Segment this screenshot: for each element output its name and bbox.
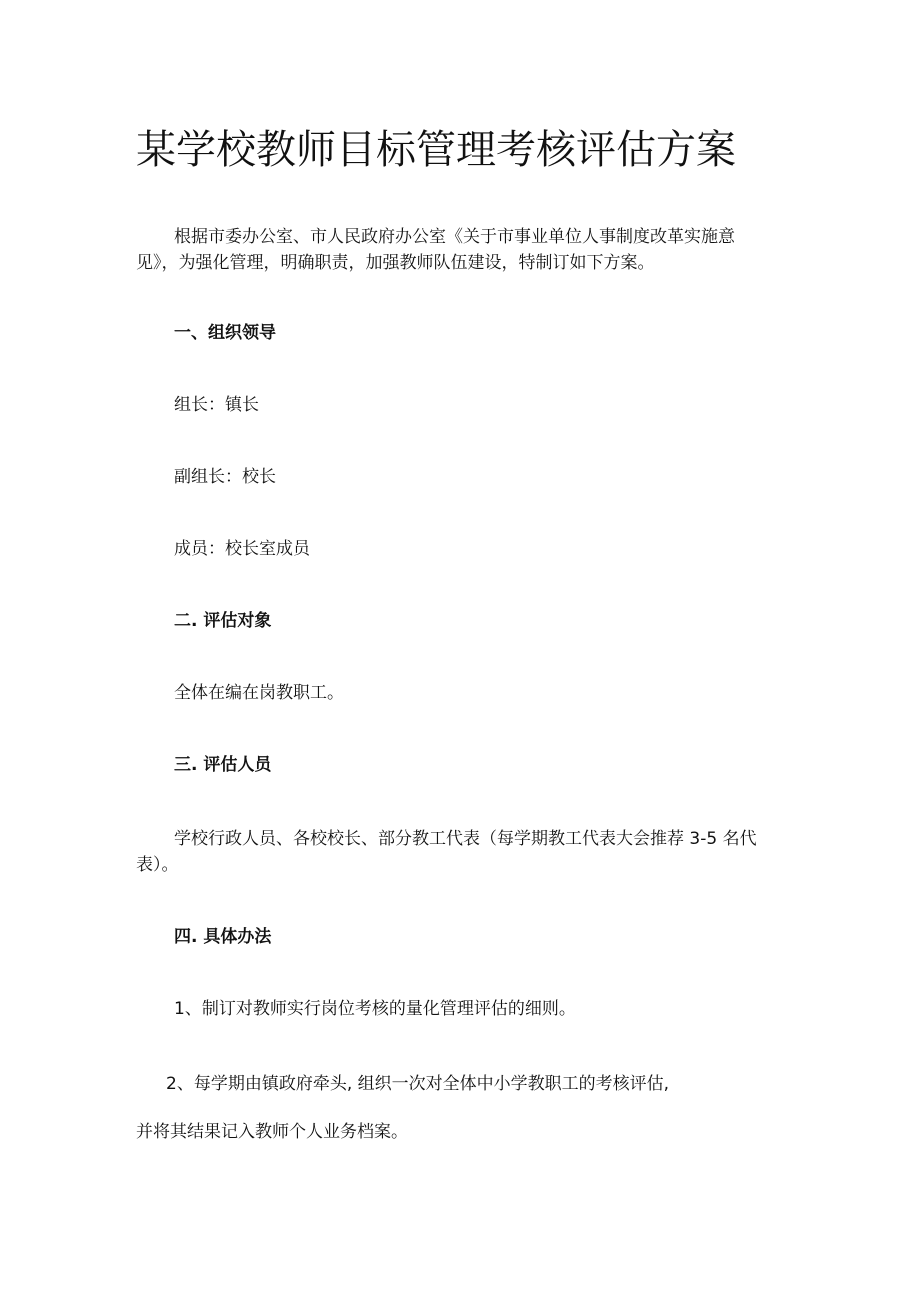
evaluation-target-text: 全体在编在岗教职工。	[174, 683, 344, 703]
section-4-heading: 四. 具体办法	[174, 927, 272, 947]
intro-paragraph: 根据市委办公室、市人民政府办公室《关于市事业单位人事制度改革实施意见》，为强化管理，明确职责，加强教师队伍建设，特制订如下方案。	[136, 227, 735, 273]
method-item-2-line-2: 并将其结果记入教师个人业务档案。	[136, 1122, 408, 1142]
members-line: 成员：校长室成员	[174, 539, 310, 559]
section-1-heading: 一、组织领导	[174, 323, 276, 343]
section-3-heading: 三. 评估人员	[174, 755, 272, 775]
deputy-leader-line: 副组长：校长	[174, 467, 276, 487]
evaluators-paragraph: 学校行政人员、各校校长、部分教工代表（每学期教工代表大会推荐 3-5 名代表）。	[136, 829, 757, 875]
method-item-2-line-1: 2、每学期由镇政府牵头, 组织一次对全体中小学教职工的考核评估,	[166, 1074, 670, 1094]
method-item-1: 1、制订对教师实行岗位考核的量化管理评估的细则。	[174, 999, 576, 1019]
section-2-heading: 二. 评估对象	[174, 611, 272, 631]
document-title: 某学校教师目标管理考核评估方案	[136, 127, 736, 173]
leader-line: 组长：镇长	[174, 395, 259, 415]
